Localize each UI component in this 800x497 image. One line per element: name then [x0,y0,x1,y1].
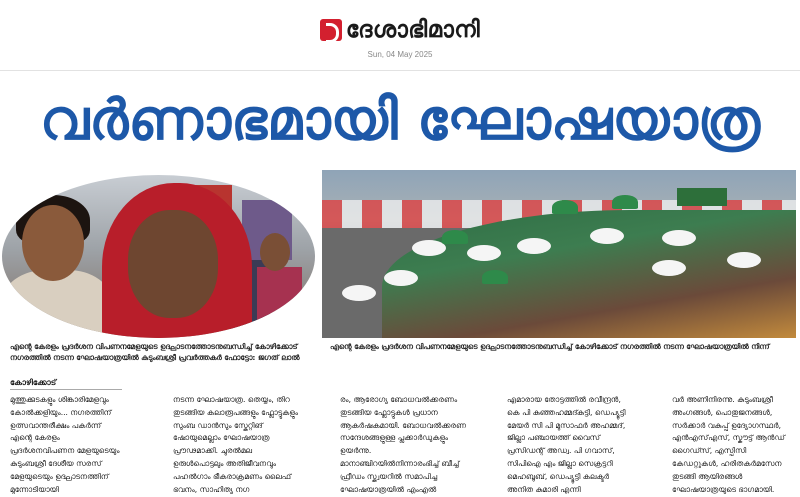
photo-kudumbashree-workers [2,175,315,338]
masthead-divider [0,70,800,71]
article-column-5: വർ അണിനിരന്നു. കുടുംബശ്രീ അംഗങ്ങൾ, പൊതുജനങ്ങൾ, സർക്കാർ വകുപ്പ് ഉദ്യോഗസ്ഥർ, എൻഎസ്എസ്, സ്കൗട്ട് ആൻഡ് ഗൈഡ്സ്, എസ്പിസി കേഡറ്റുകൾ, ഹരിതകർമസേന തുടങ്ങി ആയിരങ്ങൾ ഘോഷയാത്രയുടെ ഭാഗമായി. [672,395,785,494]
photo-caption-left: എന്റെ കേരളം പ്രദർശന വിപണനമേളയുടെ ഉദ്ഘാടനത്തോടനുബന്ധിച്ച് കോഴിക്കോട് നഗരത്തിൽ നടന്ന ഘോഷയാത്രയിൽ കുടുംബശ്രീ പ്രവർത്തകർ ഫോട്ടോ: ജഗത് ലാൽ [10,342,300,362]
photo-procession [322,170,796,338]
article-dateline: കോഴിക്കോട് [10,378,57,387]
page-headline: വർണാഭമായി ഘോഷയാത്ര [40,88,760,153]
logo-mark-icon [320,19,342,41]
dateline-rule [10,389,122,390]
photo-caption-right: എന്റെ കേരളം പ്രദർശന വിപണനമേളയുടെ ഉദ്ഘാടനത്തോടനുബന്ധിച്ച് കോഴിക്കോട് നഗരത്തിൽ നടന്ന ഘോഷയാത്രയിൽ നിന്ന് [330,342,770,351]
article-column-1: മുത്തുക്കുടകളും ശിങ്കാരിമേളവും കോൽക്കളിയും... നഗരത്തിന് ഉത്സവാന്തരീക്ഷം പകർന്ന് എന്റെ കേരളം പ്രദർശനവിപണന മേളയുടെയും കുടുംബശ്രീ ദേശീയ സരസ് മേളയുടെയും ഉദ്ഘാടനത്തിന് മുന്നോടിയായി [10,395,120,494]
article-column-3: രം, ആരോഗ്യ ബോധവൽക്കരണം തുടങ്ങിയ ഫ്ലോട്ടുകൾ പ്രധാന ആകർഷകമായി. ബോധവൽക്കരണ സന്ദേശങ്ങളുള്ള പ്ലക്കാർഡുകളും ഉയർന്നു. മാനാഞ്ചിറയിൽനിന്നാരംഭിച്ച് ബീച്ച് ഫ്രീഡം സ്ക്വയറിൽ സമാപിച്ച ഘോഷയാത്രയിൽ എംഎൽ [340,395,467,494]
article-column-2: നടന്ന ഘോഷയാത്ര. തെയ്യം, തിറ തുടങ്ങിയ കലാരൂപങ്ങളും ഫ്ലോട്ടുകളും സുംബ ഡാൻസും സ്കേറ്റിങ് ഷോയുമെല്ലാം ഘോഷയാത്ര പ്രൗഢമാക്കി. ചുരൽമല ഉരുൾപൊട്ടലും അതിജീവനവും പഹൽഗാം ഭീകരാക്രമണം ലൈഫ് ഭവനം, സാഹിത്യ നഗ [173,395,299,494]
publication-date: Sun, 04 May 2025 [367,50,433,59]
newspaper-logo[interactable] [0,15,800,45]
masthead [0,0,800,72]
logo-text: ദേശാഭിമാനി [345,17,481,43]
article-column-4: എമാരായ തോട്ടത്തിൽ രവീന്ദ്രൻ, കെ പി കുഞ്ഞഹമ്മദ്കുട്ടി, ഡെപ്യൂട്ടി മേയർ സി പി മുസാഫർ അഹമ്മദ്, ജില്ലാ പഞ്ചായത്ത് വൈസ് പ്രസിഡന്റ് അഡ്വ. പി ഗവാസ്, സിപിഐ എം ജില്ലാ സെക്രട്ടറി മെഹബൂബ്, ഡെപ്യൂട്ടി കലക്ടർ അനിത കുമാരി എന്നി [507,395,626,494]
